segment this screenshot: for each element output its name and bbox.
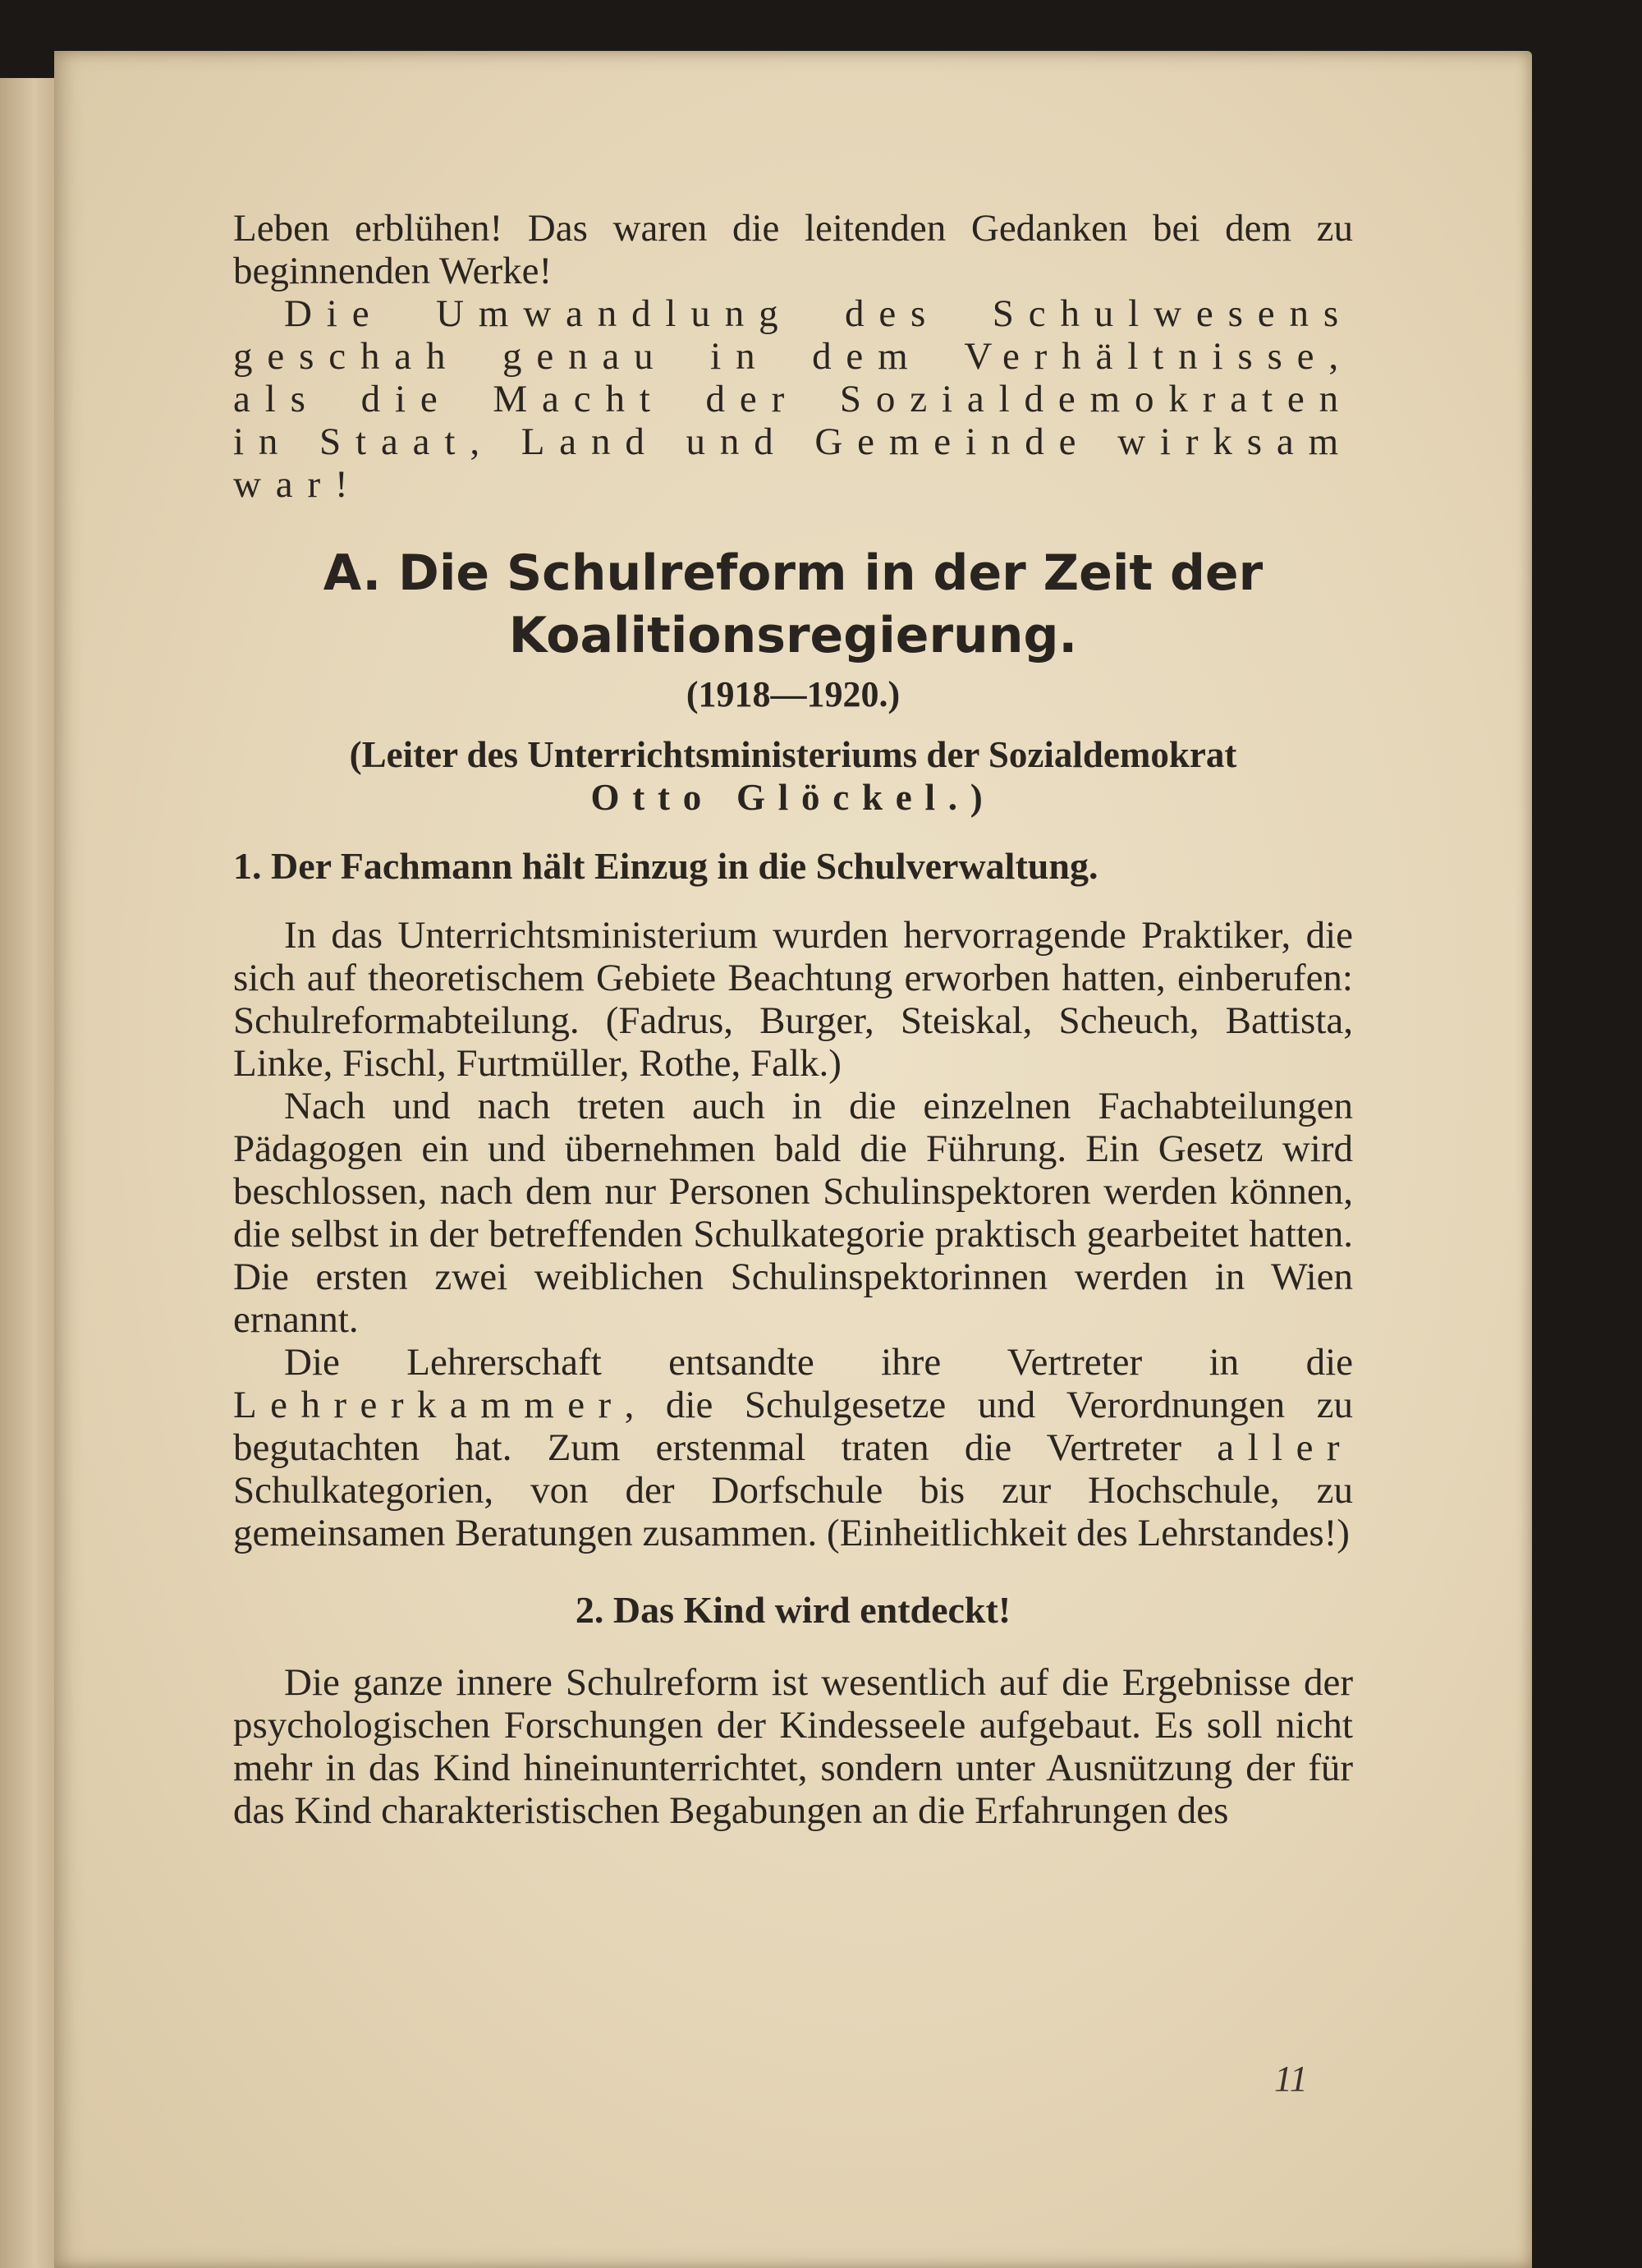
intro-paragraph: Leben erblühen! Das waren die leitenden Gedanken bei dem zu beginnenden Werke!: [233, 207, 1353, 292]
years-label: (1918—1920.): [686, 674, 901, 714]
section-1-paragraph-3: [233, 1341, 1353, 1554]
p3-middle: , die Schulgesetze und Verordnungen zu begutachten hat. Zum erstenmal traten die Vertreter: [233, 1384, 1353, 1469]
page-text: [233, 207, 1353, 1832]
book-page: [54, 51, 1532, 2268]
leiter-name: Otto Glöckel.): [590, 777, 996, 818]
section-a-heading: A. Die Schulreform in der Zeit der Koalitionsregierung.: [323, 544, 1264, 664]
section-2-paragraph-1: Die ganze innere Schulreform ist wesentlich auf die Ergebnisse der psychologischen Forschungen der Kindesseele aufgebaut. Es soll nicht mehr in das Kind hineinunterrichtet, sondern unter Ausnützung der für das Kind charakteristischen Begabungen an die Erfahrungen des: [233, 1661, 1353, 1832]
leiter-note: [233, 733, 1353, 819]
p3-start: Die Lehrerschaft entsandte ihre Vertreter in die: [284, 1341, 1353, 1384]
section-1-paragraph-1: In das Unterrichtsministerium wurden hervorragende Praktiker, die sich auf theoretischem Gebiete Beachtung erworben hatten, einberufen: Schulreformabteilung. (Fadrus, Burger, Steiskal, Scheuch, Battista, Linke, Fischl, Furtmüller, Rothe, Falk.): [233, 914, 1353, 1085]
p3-end: Schulkategorien, von der Dorfschule bis zur Hochschule, zu gemeinsamen Beratungen zusammen. (Einheitlichkeit des Lehrstandes!): [233, 1469, 1353, 1554]
previous-page-edge: [0, 78, 61, 2268]
section-1-paragraph-2: Nach und nach treten auch in die einzelnen Fachabteilungen Pädagogen ein und übernehmen bald die Führung. Ein Gesetz wird beschlossen, nach dem nur Personen Schulinspektoren werden können, die selbst in der betreffenden Schulkategorie praktisch gearbeitet hatten. Die ersten zwei weiblichen Schulinspektorinnen werden in Wien ernannt.: [233, 1085, 1353, 1341]
aller-emphasis: aller: [1217, 1426, 1354, 1469]
emphasis-paragraph: Die Umwandlung des Schulwesens geschah genau in dem Verhältnisse, als die Macht der Sozialdemokraten in Staat, Land und Gemeinde wirksam war!: [233, 292, 1353, 506]
leiter-line: (Leiter des Unterrichtsministeriums der Sozialdemokrat: [349, 734, 1237, 775]
section-2-title: 2. Das Kind wird entdeckt!: [575, 1589, 1011, 1631]
section-1-title: 1. Der Fachmann hält Einzug in die Schulverwaltung.: [233, 845, 1098, 887]
lehrerkammer-emphasis: Lehrerkammer: [233, 1384, 625, 1426]
page-number: 11: [1274, 2059, 1308, 2099]
